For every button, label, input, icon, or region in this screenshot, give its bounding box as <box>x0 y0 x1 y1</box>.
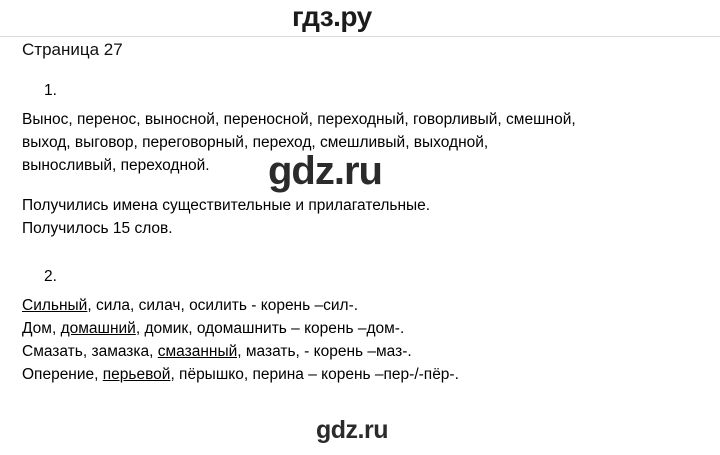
underlined-word: смазанный, <box>157 343 242 360</box>
exercise-1-line-2: выход, выговор, переговорный, переход, смешливый, выходной, <box>22 134 489 151</box>
spacer <box>22 240 712 266</box>
exercise-1-line-3: выносливый, переходной. <box>22 157 210 174</box>
exercise-1-number: 1. <box>44 82 57 99</box>
exercise-2-line-2: Дом, домашний, домик, одомашнить – корень –дом-. <box>22 320 405 337</box>
underlined-word: домашний <box>60 320 136 337</box>
exercise-2-number: 2. <box>44 268 57 285</box>
header-divider <box>0 36 720 37</box>
watermark-bottom: gdz.ru <box>316 416 388 444</box>
exercise-1-line-1: Вынос, перенос, выносной, переносной, переходный, говорливый, смешной, <box>22 111 576 128</box>
underlined-word: Сильный <box>22 297 88 314</box>
underlined-word: перьевой <box>102 366 171 383</box>
page-title: Страница 27 <box>22 40 123 59</box>
exercise-1-note-1: Получились имена существительные и прилагательные. <box>22 197 431 214</box>
exercise-2-line-1: Сильный, сила, силач, осилить - корень –сил-. <box>22 297 359 314</box>
site-logo-top: гдз.ру <box>292 1 372 32</box>
exercise-2-line-3: Смазать, замазка, смазанный, мазать, - корень –маз-. <box>22 343 412 360</box>
watermark-middle: gdz.ru <box>268 149 382 193</box>
exercise-2-line-4: Оперение, перьевой, пёрышко, перина – корень –пер-/-пёр-. <box>22 366 459 383</box>
document-content <box>22 80 712 386</box>
exercise-1-note-2: Получилось 15 слов. <box>22 220 173 237</box>
